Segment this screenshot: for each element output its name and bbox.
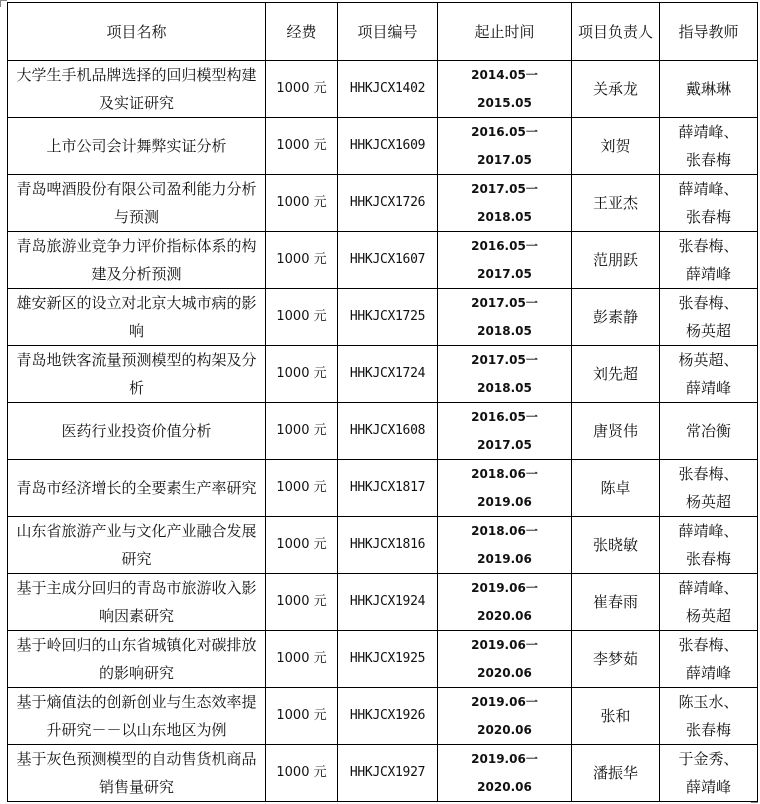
leader-text: 范朋跃 [592,251,638,269]
advisor-text: 薛靖峰、 [678,579,739,597]
cell-project-code [338,574,438,631]
cell-advisor [660,517,758,574]
fee-text: 1000 元 [276,594,327,609]
advisor-text: 常冶衡 [685,422,731,440]
cell-advisor [660,346,758,403]
period-start-text: 2019.06一 [471,695,538,709]
project-code-text: HHKJCX1926 [349,708,426,723]
project-name-text: 青岛市经济增长的全要素生产率研究 [16,479,257,497]
cell-leader [572,118,660,175]
table-row [8,289,758,346]
table-row [8,175,758,232]
advisor-text: 薛靖峰、 [678,522,739,540]
project-code-text: HHKJCX1724 [349,366,426,381]
project-name-text: 基于熵值法的创新创业与生态效率提升研究－－以山东地区为例 [16,693,257,739]
cell-project-name [8,745,266,802]
table-row [8,517,758,574]
cell-period [438,517,572,574]
page-corner-mark-top-left [0,0,7,7]
cell-period [438,574,572,631]
period-end-text: 2017.05 [477,153,532,167]
project-table [7,2,758,802]
cell-advisor [660,403,758,460]
header-project-name: 项目名称 [8,3,266,61]
period-end-text: 2020.06 [477,666,532,680]
project-code-text: HHKJCX1817 [349,480,426,495]
period-start-text: 2019.06一 [471,638,538,652]
cell-fee [266,346,338,403]
project-code-text: HHKJCX1609 [349,138,426,153]
cell-project-name [8,61,266,118]
period-end-text: 2019.06 [477,495,532,509]
fee-text: 1000 元 [276,138,327,153]
table-row [8,403,758,460]
project-code-text: HHKJCX1608 [349,423,426,438]
project-code-text: HHKJCX1927 [349,765,426,780]
advisor-text: 张春梅 [685,208,731,226]
cell-project-name [8,631,266,688]
cell-project-name [8,574,266,631]
cell-period [438,175,572,232]
advisor-text: 张春梅 [685,151,731,169]
leader-text: 刘贺 [600,137,631,155]
leader-text: 崔春雨 [592,593,638,611]
table-row [8,631,758,688]
cell-project-code [338,688,438,745]
cell-project-code [338,460,438,517]
cell-project-name [8,232,266,289]
project-code-text: HHKJCX1924 [349,594,426,609]
project-name-text: 上市公司会计舞弊实证分析 [46,137,227,155]
header-project-code: 项目编号 [338,3,438,61]
cell-project-name [8,460,266,517]
project-name-text: 基于主成分回归的青岛市旅游收入影响因素研究 [16,579,257,625]
cell-advisor [660,574,758,631]
cell-project-code [338,61,438,118]
cell-period [438,118,572,175]
cell-project-code [338,118,438,175]
cell-period [438,289,572,346]
fee-text: 1000 元 [276,195,327,210]
cell-leader [572,745,660,802]
cell-leader [572,631,660,688]
project-name-text: 山东省旅游产业与文化产业融合发展研究 [16,522,257,568]
cell-project-code [338,346,438,403]
cell-advisor [660,175,758,232]
leader-text: 潘振华 [592,764,638,782]
fee-text: 1000 元 [276,81,327,96]
advisor-text: 薛靖峰 [685,265,731,283]
cell-fee [266,289,338,346]
cell-period [438,61,572,118]
project-name-text: 青岛啤酒股份有限公司盈利能力分析与预测 [16,180,257,226]
project-name-text: 基于灰色预测模型的自动售货机商品销售量研究 [16,750,257,796]
cell-project-code [338,403,438,460]
fee-text: 1000 元 [276,423,327,438]
advisor-text: 张春梅 [685,721,731,739]
project-code-text: HHKJCX1925 [349,651,426,666]
advisor-text: 陈玉水、 [678,693,739,711]
project-name-text: 青岛旅游业竞争力评价指标体系的构建及分析预测 [16,237,257,283]
period-end-text: 2020.06 [477,780,532,794]
cell-project-code [338,175,438,232]
cell-leader [572,688,660,745]
cell-period [438,688,572,745]
header-advisor: 指导教师 [660,3,758,61]
advisor-text: 薛靖峰 [685,379,731,397]
leader-text: 刘先超 [592,365,638,383]
cell-project-name [8,289,266,346]
table-header-row [8,3,758,61]
project-name-text: 医药行业投资价值分析 [61,422,212,440]
table-row [8,61,758,118]
cell-period [438,403,572,460]
cell-project-code [338,745,438,802]
advisor-text: 张春梅、 [678,636,739,654]
cell-advisor [660,688,758,745]
fee-text: 1000 元 [276,537,327,552]
cell-leader [572,232,660,289]
cell-project-name [8,403,266,460]
cell-project-code [338,232,438,289]
period-end-text: 2017.05 [477,267,532,281]
advisor-text: 张春梅、 [678,465,739,483]
advisor-text: 薛靖峰 [685,778,731,796]
cell-fee [266,745,338,802]
period-start-text: 2017.05一 [471,182,538,196]
cell-advisor [660,232,758,289]
cell-advisor [660,118,758,175]
header-leader: 项目负责人 [572,3,660,61]
advisor-text: 薛靖峰 [685,664,731,682]
advisor-text: 张春梅、 [678,237,739,255]
advisor-text: 于金秀、 [678,750,739,768]
fee-text: 1000 元 [276,765,327,780]
cell-fee [266,631,338,688]
cell-project-code [338,631,438,688]
leader-text: 王亚杰 [592,194,638,212]
advisor-text: 薛靖峰、 [678,123,739,141]
cell-advisor [660,289,758,346]
advisor-text: 杨英超 [685,322,731,340]
fee-text: 1000 元 [276,708,327,723]
cell-period [438,631,572,688]
project-code-text: HHKJCX1402 [349,81,426,96]
cell-fee [266,61,338,118]
period-end-text: 2018.05 [477,381,532,395]
fee-text: 1000 元 [276,309,327,324]
period-start-text: 2019.06一 [471,581,538,595]
advisor-text: 杨英超 [685,607,731,625]
table-row [8,574,758,631]
advisor-text: 杨英超 [685,493,731,511]
cell-advisor [660,61,758,118]
cell-advisor [660,631,758,688]
leader-text: 唐贤伟 [592,422,638,440]
leader-text: 关承龙 [592,80,638,98]
period-start-text: 2016.05一 [471,125,538,139]
cell-fee [266,460,338,517]
period-start-text: 2018.06一 [471,467,538,481]
period-end-text: 2017.05 [477,438,532,452]
table-row [8,346,758,403]
cell-fee [266,118,338,175]
cell-project-name [8,346,266,403]
table-row [8,688,758,745]
table-row [8,460,758,517]
cell-advisor [660,460,758,517]
cell-project-code [338,289,438,346]
cell-project-code [338,517,438,574]
cell-fee [266,574,338,631]
cell-leader [572,175,660,232]
leader-text: 李梦茹 [592,650,638,668]
cell-leader [572,289,660,346]
period-start-text: 2017.05一 [471,353,538,367]
header-period: 起止时间 [438,3,572,61]
leader-text: 彭素静 [592,308,638,326]
period-start-text: 2017.05一 [471,296,538,310]
header-fee: 经费 [266,3,338,61]
cell-leader [572,460,660,517]
period-end-text: 2015.05 [477,96,532,110]
cell-fee [266,175,338,232]
cell-period [438,745,572,802]
table-row [8,232,758,289]
cell-fee [266,517,338,574]
cell-leader [572,61,660,118]
fee-text: 1000 元 [276,480,327,495]
cell-fee [266,688,338,745]
cell-project-name [8,118,266,175]
advisor-text: 张春梅 [685,550,731,568]
project-name-text: 雄安新区的设立对北京大城市病的影响 [16,294,257,340]
cell-fee [266,403,338,460]
leader-text: 张和 [600,707,631,725]
cell-period [438,460,572,517]
project-code-text: HHKJCX1816 [349,537,426,552]
cell-leader [572,346,660,403]
cell-period [438,346,572,403]
cell-project-name [8,517,266,574]
period-end-text: 2019.06 [477,552,532,566]
table-row [8,118,758,175]
leader-text: 陈卓 [600,479,631,497]
cell-leader [572,517,660,574]
cell-period [438,232,572,289]
fee-text: 1000 元 [276,366,327,381]
cell-project-name [8,175,266,232]
period-end-text: 2018.05 [477,324,532,338]
period-start-text: 2019.06一 [471,752,538,766]
leader-text: 张晓敏 [592,536,638,554]
project-name-text: 基于岭回归的山东省城镇化对碳排放的影响研究 [16,636,257,682]
project-name-text: 青岛地铁客流量预测模型的构架及分析 [16,351,257,397]
advisor-text: 张春梅、 [678,294,739,312]
period-end-text: 2020.06 [477,723,532,737]
fee-text: 1000 元 [276,252,327,267]
cell-leader [572,574,660,631]
period-end-text: 2020.06 [477,609,532,623]
period-start-text: 2018.06一 [471,524,538,538]
advisor-text: 薛靖峰、 [678,180,739,198]
cell-fee [266,232,338,289]
period-start-text: 2016.05一 [471,410,538,424]
period-end-text: 2018.05 [477,210,532,224]
cell-leader [572,403,660,460]
cell-advisor [660,745,758,802]
period-start-text: 2014.05一 [471,68,538,82]
advisor-text: 戴琳琳 [685,80,731,98]
project-name-text: 大学生手机品牌选择的回归模型构建及实证研究 [16,66,257,112]
project-code-text: HHKJCX1607 [349,252,426,267]
cell-project-name [8,688,266,745]
table-row [8,745,758,802]
period-start-text: 2016.05一 [471,239,538,253]
project-code-text: HHKJCX1726 [349,195,426,210]
advisor-text: 杨英超、 [678,351,739,369]
project-code-text: HHKJCX1725 [349,309,426,324]
fee-text: 1000 元 [276,651,327,666]
